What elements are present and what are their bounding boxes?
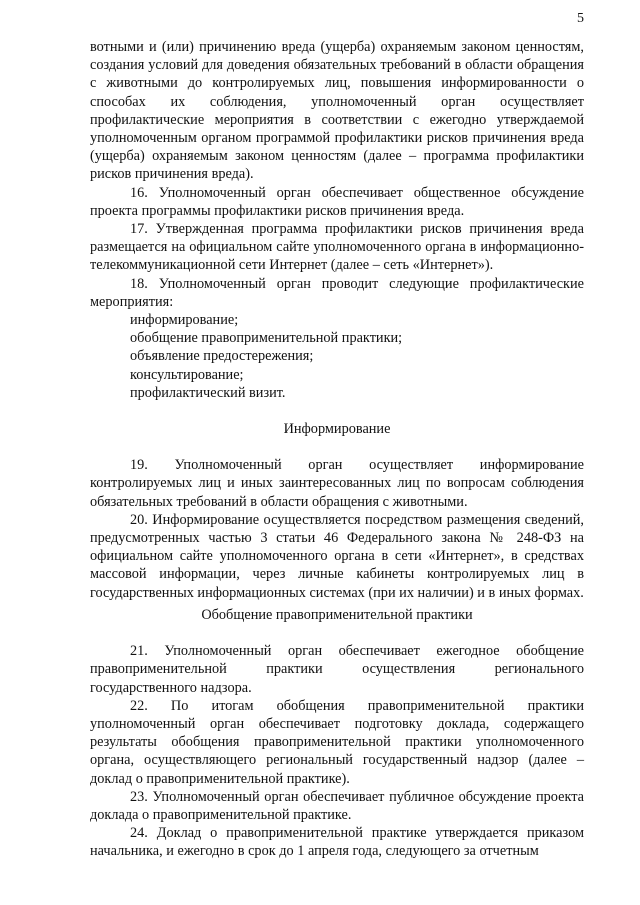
list-item: консультирование; [130, 366, 244, 383]
paragraph-19: 19. Уполномоченный орган осуществляет информирование контролируемых лиц и иных заинтересованных лиц по вопросам соблюдения обязательных требований в области обращения с животными. [90, 457, 584, 510]
paragraph-23: 23. Уполномоченный орган обеспечивает публичное обсуждение проекта доклада о правоприменительной практике. [90, 788, 584, 823]
paragraph-16: 16. Уполномоченный орган обеспечивает общественное обсуждение проекта программы профилактики рисков причинения вреда. [90, 184, 584, 219]
list-item: объявление предостережения; [130, 348, 314, 365]
paragraph-22: 22. По итогам обобщения правоприменительной практики уполномоченный орган обеспечивает подготовку доклада, содержащего результаты обобщения правоприменительной практики уполномоченного органа, осуществляющего региональный государственный надзор (далее – доклад о правоприменительной практике). [90, 697, 584, 787]
list-item: обобщение правоприменительной практики; [130, 330, 403, 347]
list-item: профилактический визит. [130, 384, 286, 401]
paragraph-20: 20. Информирование осуществляется посредством размещения сведений, предусмотренных частью 3 статьи 46 Федерального закона № 248-ФЗ на официальном сайте уполномоченного органа в сети «Интернет», в средствах массовой информации, через личные кабинеты контролируемых лиц в государственных информационных системах (при их наличии) и в иных формах. [90, 511, 584, 601]
section-heading-informing: Информирование [283, 421, 391, 438]
measures-list [90, 311, 584, 402]
paragraph-18: 18. Уполномоченный орган проводит следующие профилактические мероприятия: [90, 275, 584, 310]
paragraph-21: 21. Уполномоченный орган обеспечивает ежегодное обобщение правоприменительной практики осуществления регионального государственного надзора. [90, 643, 584, 696]
paragraph-17: 17. Утвержденная программа профилактики рисков причинения вреда размещается на официальном сайте уполномоченного органа в информационно-телекоммуникационной сети Интернет (далее – сеть «Интернет»). [90, 221, 584, 274]
page-number: 5 [577, 11, 584, 26]
paragraph-24: 24. Доклад о правоприменительной практике утверждается приказом начальника, и ежегодно в срок до 1 апреля года, следующего за отчетным [90, 825, 584, 860]
paragraph-15-continuation: вотными и (или) причинению вреда (ущерба) охраняемым законом ценностям, создания условий для доведения обязательных требований в области обращения с животными до контролируемых лиц, повышения информированности о способах их соблюдения, уполномоченный орган осуществляет профилактические мероприятия в соответствии с ежегодно утверждаемой уполномоченным органом программой профилактики рисков причинения вреда (ущерба) охраняемым законом ценностям (далее – программа профилактики рисков причинения вреда). [90, 39, 584, 183]
list-item: информирование; [130, 312, 239, 329]
section-heading-practice: Обобщение правоприменительной практики [201, 606, 473, 623]
document-body [90, 38, 584, 861]
